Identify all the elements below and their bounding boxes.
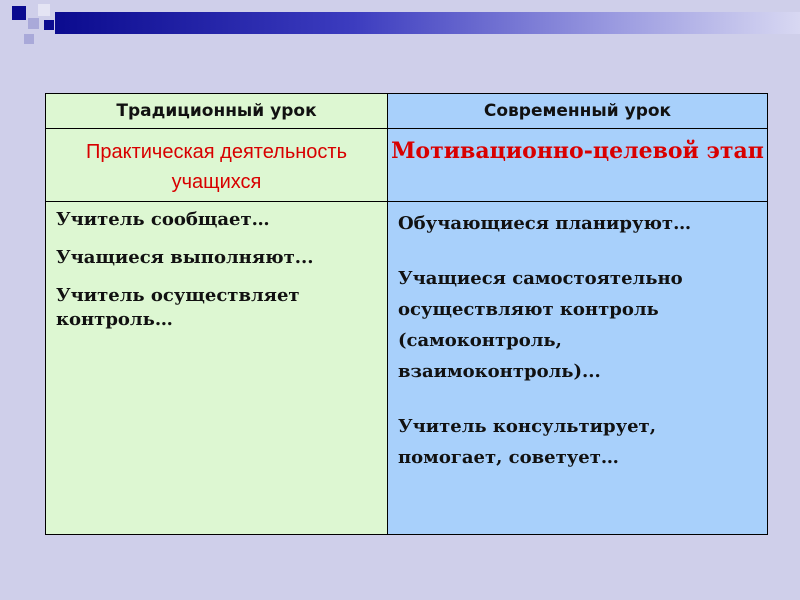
header-traditional: Традиционный урок: [116, 101, 317, 121]
header-cell-traditional: [46, 94, 388, 129]
decor-square-navy-1: [12, 6, 26, 20]
header-cell-modern: [388, 94, 768, 129]
stage-row: [46, 129, 768, 202]
modern-item: Учитель консультирует, помогает, советует…: [398, 416, 656, 468]
header-modern: Современный урок: [483, 101, 672, 121]
stage-traditional: Практическая деятельность учащихся: [85, 141, 348, 193]
modern-item: Обучающиеся планируют…: [398, 213, 692, 234]
title-gradient-bar: [55, 12, 800, 34]
stage-cell-modern: [388, 129, 768, 202]
content-cell-traditional: [46, 202, 388, 535]
header-row: [46, 94, 768, 129]
content-cell-modern: [388, 202, 768, 535]
decor-square-navy-2: [44, 20, 54, 30]
modern-item: Учащиеся самостоятельно осуществляют контроль (самоконтроль, взаимоконтроль)...: [398, 268, 683, 382]
traditional-item: Учитель сообщает…: [56, 209, 270, 230]
comparison-table: [45, 93, 768, 535]
stage-modern: Мотивационно-целевой этап: [391, 138, 764, 164]
decor-square-lavender-1: [28, 18, 39, 29]
traditional-item: Учащиеся выполняют...: [56, 247, 314, 268]
decor-square-lavender-2: [24, 34, 34, 44]
traditional-item: Учитель осуществляет контроль…: [56, 285, 300, 330]
decor-square-pale-1: [38, 4, 50, 16]
content-row: [46, 202, 768, 535]
stage-cell-traditional: [46, 129, 388, 202]
